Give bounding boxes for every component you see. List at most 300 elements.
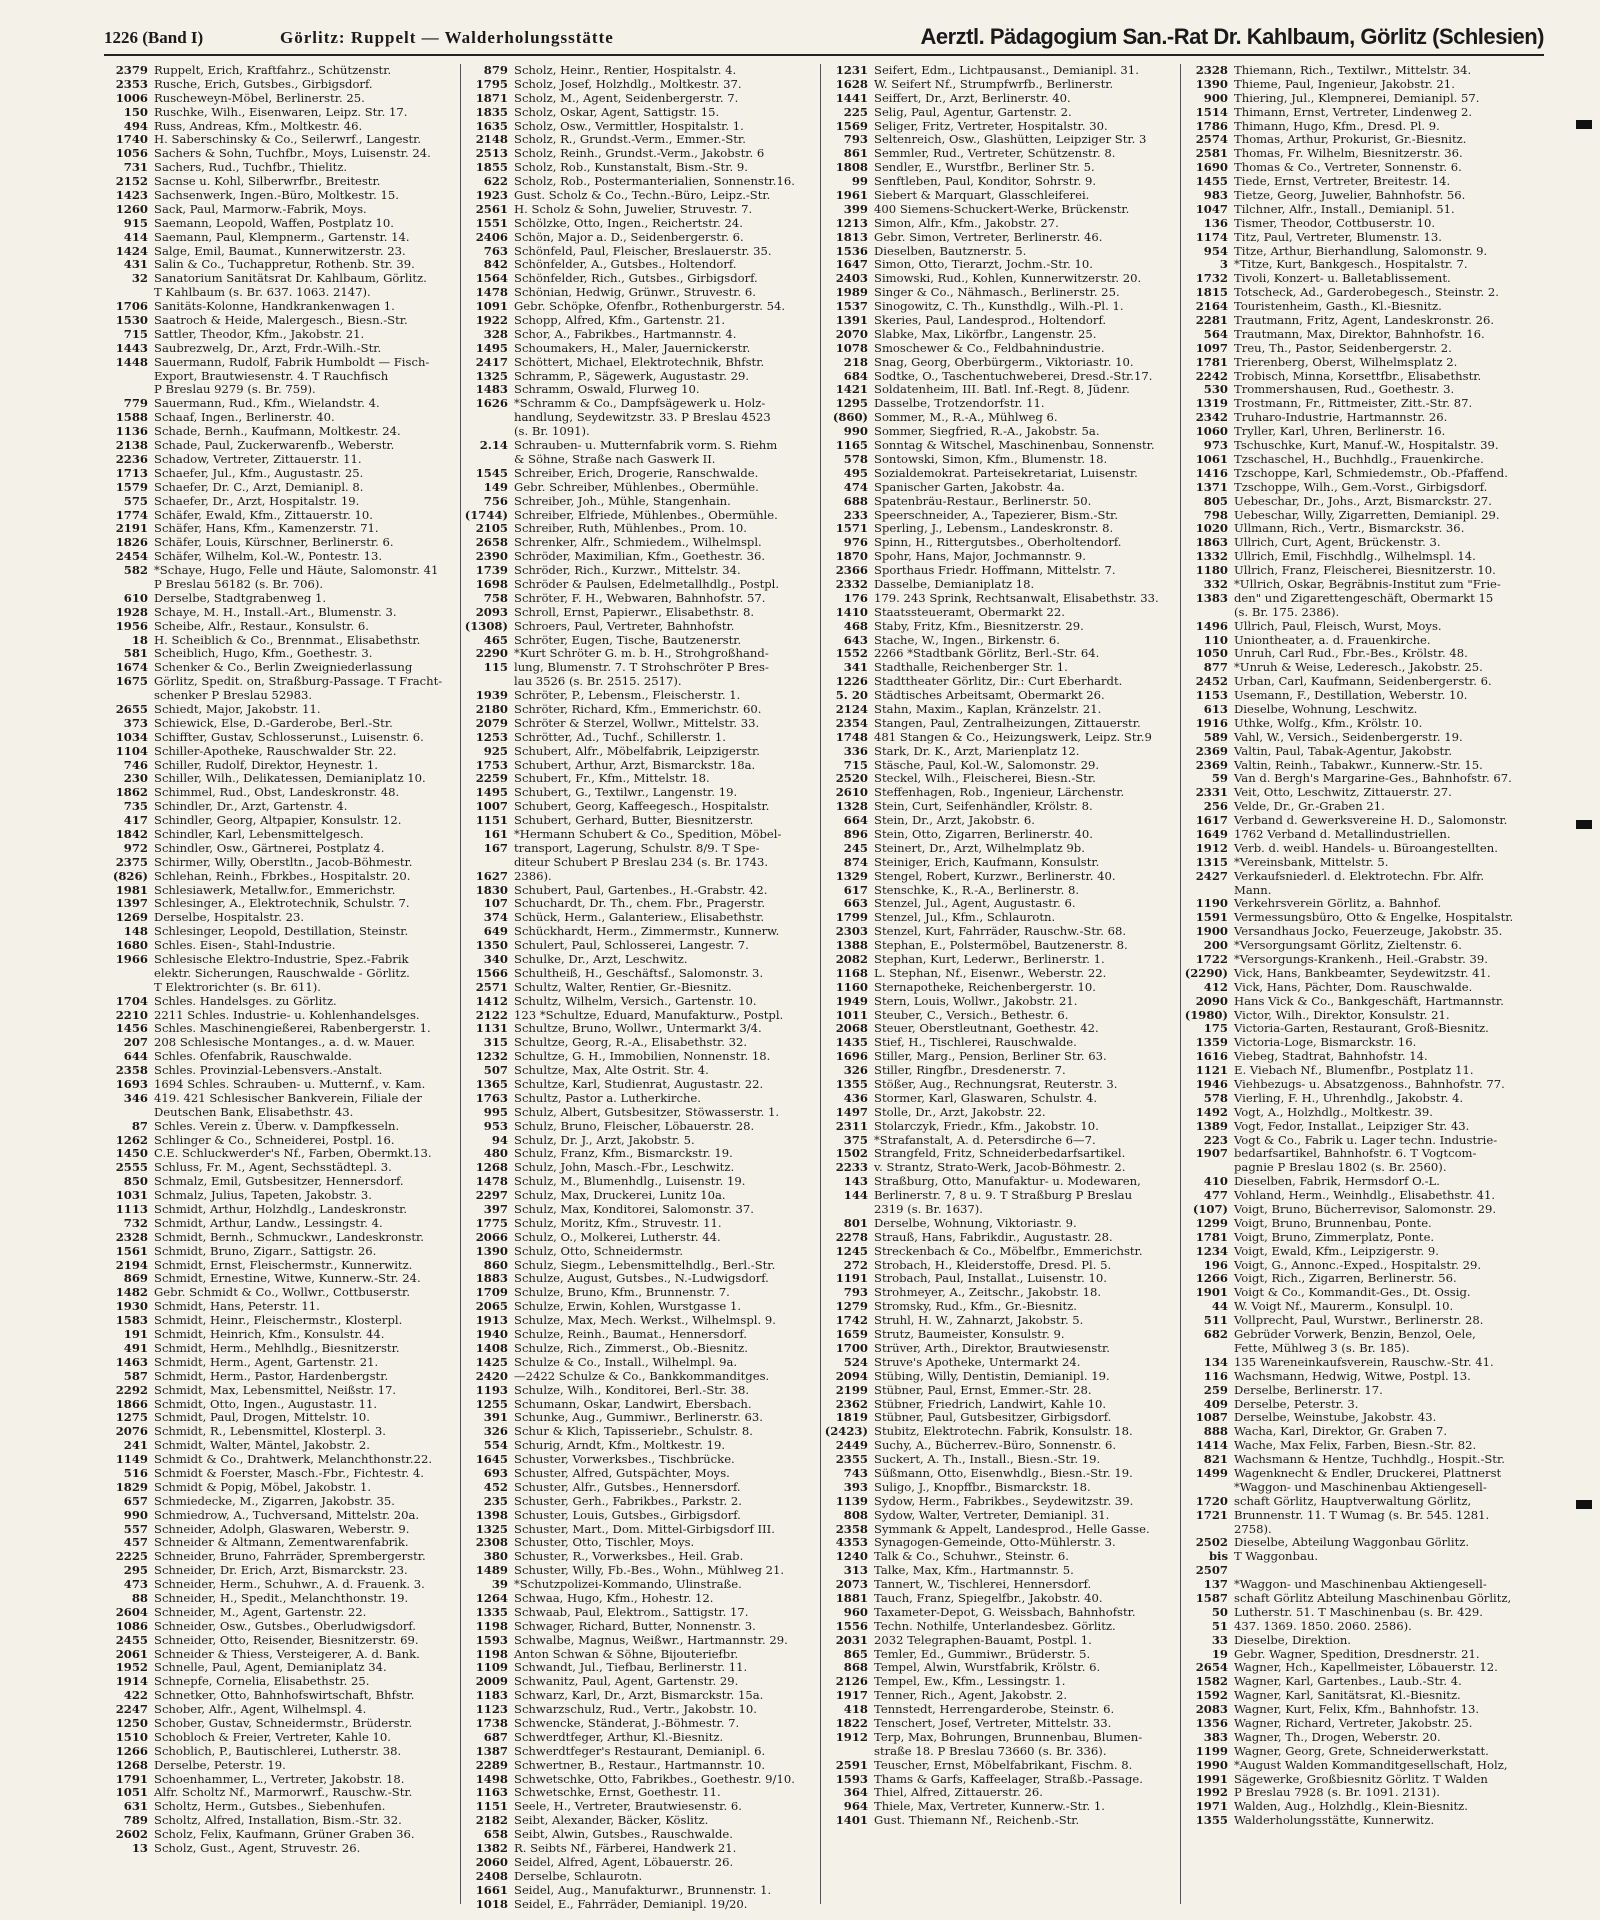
directory-entry <box>1184 1245 1540 1259</box>
entry-text: Schlesische Elektro-Industrie, Spez.-Fabrik <box>154 952 409 966</box>
phone-number: 326 <box>843 1063 868 1078</box>
directory-entry <box>1184 634 1540 648</box>
directory-entry <box>464 1425 820 1439</box>
directory-entry <box>104 703 460 717</box>
directory-entry <box>104 1786 460 1800</box>
entry-text: Schmidt, Arthur, Holzhdlg., Landeskronstr. <box>154 1202 408 1217</box>
phone-number: 32 <box>131 271 148 286</box>
entry-text: Seele, H., Vertreter, Brautwiesenstr. 6. <box>514 1799 742 1814</box>
phone-number: 1269 <box>115 910 148 925</box>
entry-text: Simon, Otto, Tierarzt, Jochm.-Str. 10. <box>874 257 1093 272</box>
directory-entry <box>464 647 820 661</box>
directory-entry <box>104 1245 460 1259</box>
phone-number: 340 <box>483 952 508 966</box>
directory-entry <box>824 1398 1180 1412</box>
phone-number: 474 <box>843 479 868 494</box>
entry-text: Spohr, Hans, Major, Jochmannstr. 9. <box>874 549 1086 564</box>
phone-number: (2290) <box>1184 965 1228 980</box>
phone-number: 990 <box>843 424 868 439</box>
directory-entry <box>464 189 820 203</box>
phone-number: 1842 <box>115 826 148 841</box>
directory-entry <box>464 953 820 967</box>
directory-entry <box>464 675 820 689</box>
directory-entry <box>824 911 1180 925</box>
entry-text: Sozialdemokrat. Parteisekretariat, Luisenstr. <box>874 465 1138 480</box>
entry-text: Vermessungsbüro, Otto & Engelke, Hospitalstr. <box>1234 910 1514 925</box>
entry-text: *Vereinsbank, Mittelstr. 5. <box>1234 854 1389 869</box>
entry-text: 1694 Schles. Schrauben- u. Mutternf., v. Kam. <box>154 1077 426 1092</box>
entry-text: Schröder, Maximilian, Kfm., Goethestr. 36. <box>514 549 766 564</box>
entry-text: Smoschewer & Co., Feldbahnindustrie. <box>874 340 1105 355</box>
phone-number: 39 <box>491 1577 508 1592</box>
entry-text: Temler, Ed., Gummiwr., Brüderstr. 5. <box>874 1646 1091 1661</box>
phone-number: 1989 <box>835 285 868 300</box>
entry-text: Vollprecht, Paul, Wurstwr., Berlinerstr. 28. <box>1234 1313 1484 1328</box>
phone-number: 516 <box>123 1465 148 1480</box>
directory-entry <box>464 1203 820 1217</box>
phone-number: 1463 <box>115 1354 148 1369</box>
phone-number: 1635 <box>475 118 508 133</box>
directory-entry <box>464 1467 820 1481</box>
phone-number: 1502 <box>835 1146 868 1161</box>
directory-entry <box>824 1411 1180 1425</box>
entry-text: Schober, Gustav, Schneidermstr., Brüderstr. <box>154 1715 413 1730</box>
entry-text: Schunke, Aug., Gummiwr., Berlinerstr. 63. <box>514 1410 763 1425</box>
entry-text: Schneider, Adolph, Glaswaren, Weberstr. 9. <box>154 1521 410 1536</box>
entry-text: Spatenbräu-Restaur., Berlinerstr. 50. <box>874 493 1092 508</box>
directory-entry <box>464 564 820 578</box>
directory-entry <box>824 286 1180 300</box>
directory-entry <box>464 1828 820 1842</box>
phone-number: 1748 <box>835 729 868 744</box>
entry-text: Görlitz, Spedit. on, Straßburg-Passage. T Fracht- <box>154 674 443 689</box>
entry-text: Tempel, Alwin, Wurstfabrik, Krölstr. 6. <box>874 1660 1101 1675</box>
directory-entry <box>1184 203 1540 217</box>
phone-number: 50 <box>1211 1604 1228 1619</box>
entry-text: Selig, Paul, Agentur, Gartenstr. 2. <box>874 104 1072 119</box>
entry-text: Schulze, Erwin, Kohlen, Wurstgasse 1. <box>514 1299 742 1314</box>
directory-entry <box>104 634 460 648</box>
entry-text: Schmidt, Ernestine, Witwe, Kunnerw.-Str. 24. <box>154 1271 421 1286</box>
directory-entry <box>824 383 1180 397</box>
entry-text: Schuster, Otto, Tischler, Moys. <box>514 1535 695 1550</box>
phone-number: 2358 <box>835 1521 868 1536</box>
directory-entry <box>464 578 820 592</box>
entry-text: Schmidt, Hans, Peterstr. 11. <box>154 1299 320 1314</box>
directory-entry <box>824 467 1180 481</box>
directory-entry <box>824 78 1180 92</box>
directory-entry <box>1184 1300 1540 1314</box>
phone-number: 1566 <box>475 965 508 980</box>
entry-text: Schwaa, Hugo, Kfm., Hohestr. 12. <box>514 1590 714 1605</box>
phone-number: 2354 <box>835 715 868 730</box>
entry-text: Lutherstr. 51. T Maschinenbau (s. Br. 429. <box>1234 1604 1483 1619</box>
directory-entry <box>104 1022 460 1036</box>
phone-number: 1139 <box>835 1493 868 1508</box>
phone-number: 422 <box>123 1688 148 1703</box>
entry-text: Ruschke, Wilh., Eisenwaren, Leipz. Str. 17. <box>154 104 408 119</box>
directory-column-2 <box>464 63 821 1911</box>
entry-text: Simowski, Rud., Kohlen, Kunnerwitzerstr. 20. <box>874 271 1142 286</box>
entry-text: Scholz, Josef, Holzhdlg., Moltkestr. 37. <box>514 76 742 91</box>
phone-number: 663 <box>843 896 868 911</box>
entry-text: Russ, Andreas, Kfm., Moltkestr. 46. <box>154 118 363 133</box>
phone-number: 1365 <box>475 1077 508 1092</box>
directory-entry <box>464 995 820 1009</box>
phone-number: 1412 <box>475 993 508 1008</box>
directory-entry <box>1184 717 1540 731</box>
directory-entry <box>464 759 820 773</box>
phone-number: 1455 <box>1195 174 1228 189</box>
entry-text: Schnepfe, Cornelia, Elisabethstr. 25. <box>154 1674 370 1689</box>
phone-number: 1109 <box>475 1660 508 1675</box>
entry-text: E. Viebach Nf., Blumenfbr., Postplatz 11. <box>1234 1063 1474 1078</box>
entry-text: (s. Br. 175. 2386). <box>1234 604 1340 619</box>
phone-number: bis <box>1208 1549 1228 1564</box>
directory-entry <box>104 106 460 120</box>
phone-number: 1091 <box>475 299 508 314</box>
entry-text: Gust. Thiemann Nf., Reichenb.-Str. <box>874 1813 1080 1828</box>
entry-text: Wagner, Th., Drogen, Weberstr. 20. <box>1234 1729 1441 1744</box>
phone-number: 1034 <box>115 729 148 744</box>
phone-number: 2420 <box>475 1368 508 1383</box>
entry-text: Schirmer, Willy, Oberstltn., Jacob-Böhmestr. <box>154 854 413 869</box>
directory-entry <box>104 1814 460 1828</box>
directory-entry <box>824 1814 1180 1828</box>
phone-number: 743 <box>843 1465 868 1480</box>
phone-number: 2031 <box>835 1632 868 1647</box>
entry-text: Semmler, Rud., Vertreter, Schützenstr. 8. <box>874 146 1116 161</box>
directory-entry <box>824 314 1180 328</box>
entry-text: Schreiber, Ruth, Mühlenbes., Prom. 10. <box>514 521 747 536</box>
directory-entry <box>1184 1106 1540 1120</box>
entry-text: Tauch, Franz, Spiegelfbr., Jakobstr. 40. <box>874 1590 1103 1605</box>
entry-text: Schindler, Dr., Arzt, Gartenstr. 4. <box>154 799 348 814</box>
entry-text: Siebert & Marquart, Glasschleiferei. <box>874 188 1090 203</box>
entry-text: Süßmann, Otto, Eisenwhdlg., Biesn.-Str. 19. <box>874 1465 1133 1480</box>
phone-number: 374 <box>483 910 508 925</box>
entry-text: Stache, W., Ingen., Birkenstr. 6. <box>874 632 1060 647</box>
directory-entry <box>824 1217 1180 1231</box>
phone-number: 2236 <box>115 451 148 466</box>
entry-text: Suchy, A., Bücherrev.-Büro, Sonnenstr. 6. <box>874 1438 1117 1453</box>
phone-number: 1556 <box>835 1618 868 1633</box>
phone-number: 1912 <box>1195 840 1228 855</box>
entry-text: Sontowski, Simon, Kfm., Blumenstr. 18. <box>874 451 1108 466</box>
entry-text: Schönfelder, Rich., Gutsbes., Girbigsdorf. <box>514 271 758 286</box>
entry-text: 2211 Schles. Industrie- u. Kohlenhandelsges. <box>154 1007 420 1022</box>
directory-entry <box>464 64 820 78</box>
entry-text: Schlehan, Reinh., Fbrkbes., Hospitalstr. 20. <box>154 868 411 883</box>
phone-number: 88 <box>131 1590 148 1605</box>
directory-entry <box>464 1439 820 1453</box>
entry-text: Schmidt, Arthur, Landw., Lessingstr. 4. <box>154 1215 383 1230</box>
directory-entry <box>1184 1022 1540 1036</box>
phone-number: 1956 <box>115 618 148 633</box>
directory-entry <box>824 1134 1180 1148</box>
entry-text: *Kurt Schröter G. m. b. H., Strohgroßhand- <box>514 646 769 661</box>
phone-number: 1266 <box>1195 1271 1228 1286</box>
entry-text: Sanitäts-Kolonne, Handkrankenwagen 1. <box>154 299 395 314</box>
entry-text: Schaefer, Jul., Kfm., Augustastr. 25. <box>154 465 364 480</box>
entry-text: Dasselbe, Trotzendorfstr. 11. <box>874 396 1045 411</box>
entry-text: Schwanitz, Paul, Agent, Gartenstr. 29. <box>514 1674 739 1689</box>
directory-entry <box>464 1536 820 1550</box>
phone-number: 2581 <box>1195 146 1228 161</box>
directory-entry <box>104 383 460 397</box>
directory-entry <box>824 203 1180 217</box>
entry-text: Schramm, Oswald, Flurweg 10. <box>514 382 700 397</box>
directory-entry <box>104 759 460 773</box>
phone-number: 137 <box>1203 1577 1228 1592</box>
directory-entry <box>104 258 460 272</box>
directory-entry <box>464 1481 820 1495</box>
directory-entry <box>464 356 820 370</box>
entry-text: Schmidt, Herm., Agent, Gartenstr. 21. <box>154 1354 379 1369</box>
directory-entry <box>464 481 820 495</box>
directory-entry <box>824 703 1180 717</box>
directory-entry <box>824 1523 1180 1537</box>
directory-entry <box>104 1439 460 1453</box>
directory-entry <box>464 1814 820 1828</box>
phone-number: 375 <box>843 1132 868 1147</box>
directory-entry <box>464 509 820 523</box>
phone-number: 1275 <box>115 1410 148 1425</box>
phone-number: 2247 <box>115 1702 148 1717</box>
entry-text: Skeries, Paul, Landesprod., Holtendorf. <box>874 313 1107 328</box>
directory-entry <box>1184 1550 1540 1564</box>
directory-entry <box>464 689 820 703</box>
directory-entry <box>104 550 460 564</box>
entry-text: Berlinerstr. 7, 8 u. 9. T Straßburg P Breslau <box>874 1188 1133 1203</box>
directory-entry <box>824 1175 1180 1189</box>
directory-entry <box>1184 1661 1540 1675</box>
directory-entry <box>464 1411 820 1425</box>
directory-entry <box>1184 745 1540 759</box>
entry-text: 2032 Telegraphen-Bauamt, Postpl. 1. <box>874 1632 1092 1647</box>
phone-number: 245 <box>843 840 868 855</box>
directory-entry <box>464 495 820 509</box>
phone-number: 1647 <box>835 257 868 272</box>
directory-entry <box>1184 1773 1540 1787</box>
entry-text: Schaefer, Dr. C., Arzt, Demianipl. 8. <box>154 479 364 494</box>
phone-number: 241 <box>123 1438 148 1453</box>
directory-entry <box>464 703 820 717</box>
phone-number: 1732 <box>1195 271 1228 286</box>
directory-entry <box>464 439 820 453</box>
directory-entry <box>104 272 460 286</box>
phone-number: 1510 <box>115 1729 148 1744</box>
entry-text: Stübner, Paul, Gutsbesitzer, Girbigsdorf. <box>874 1410 1112 1425</box>
phone-number: 2076 <box>115 1424 148 1439</box>
phone-number: 346 <box>123 1090 148 1105</box>
entry-text: Saemann, Paul, Klempnerm., Gartenstr. 14. <box>154 229 410 244</box>
entry-text: Stadthalle, Reichenberger Str. 1. <box>874 660 1068 675</box>
entry-text: 400 Siemens-Schuckert-Werke, Brückenstr. <box>874 201 1130 216</box>
entry-text: Schubert, Paul, Gartenbes., H.-Grabstr. 42. <box>514 882 768 897</box>
directory-entry <box>104 661 460 675</box>
phone-number: 1478 <box>475 1174 508 1189</box>
entry-text: Dasselbe, Demianiplatz 18. <box>874 576 1035 591</box>
phone-number: 2148 <box>475 132 508 147</box>
phone-number: 1551 <box>475 215 508 230</box>
directory-entry <box>1184 1648 1540 1662</box>
directory-entry <box>104 1370 460 1384</box>
phone-number: 1180 <box>1195 563 1228 578</box>
phone-number: 341 <box>843 660 868 675</box>
entry-text: Schuster, Louis, Gutsbes., Girbigsdorf. <box>514 1507 741 1522</box>
phone-number: 1198 <box>475 1618 508 1633</box>
directory-entry <box>1184 606 1540 620</box>
entry-text: Schäfer, Wilhelm, Kol.-W., Pontestr. 13. <box>154 549 383 564</box>
entry-text: Stephan, E., Polstermöbel, Bautzenerstr. 8. <box>874 938 1128 953</box>
entry-text: Ullrich, Paul, Fleisch, Wurst, Moys. <box>1234 618 1442 633</box>
phone-number: 468 <box>843 618 868 633</box>
phone-number: 1389 <box>1195 1118 1228 1133</box>
entry-text: Voigt, Bruno, Bücherrevisor, Salomonstr. 29. <box>1234 1202 1497 1217</box>
phone-number: 1537 <box>835 299 868 314</box>
directory-entry <box>104 1550 460 1564</box>
phone-number: 94 <box>491 1132 508 1147</box>
directory-entry <box>104 731 460 745</box>
directory-entry <box>464 1245 820 1259</box>
directory-entry <box>464 745 820 759</box>
phone-number: 995 <box>483 1104 508 1119</box>
directory-entry <box>824 1564 1180 1578</box>
directory-entry <box>824 1620 1180 1634</box>
entry-text: Sporthaus Friedr. Hoffmann, Mittelstr. 7. <box>874 563 1116 578</box>
phone-number: 1483 <box>475 382 508 397</box>
phone-number: 328 <box>483 326 508 341</box>
entry-text: Scholz, M., Agent, Seidenbergerstr. 7. <box>514 90 739 105</box>
entry-text: Thomas, Arthur, Prokurist, Gr.-Biesnitz. <box>1234 132 1467 147</box>
phone-number: 1097 <box>1195 340 1228 355</box>
phone-number: 391 <box>483 1410 508 1425</box>
directory-entry <box>824 1370 1180 1384</box>
phone-number: 976 <box>843 535 868 550</box>
directory-entry <box>464 272 820 286</box>
entry-text: Schubert, Georg, Kaffeegesch., Hospitalstr. <box>514 799 770 814</box>
directory-entry <box>824 1731 1180 1745</box>
phone-number: 1871 <box>475 90 508 105</box>
phone-number: 2311 <box>835 1118 868 1133</box>
directory-entry <box>1184 300 1540 314</box>
entry-text: Strauß, Hans, Fabrikdir., Augustastr. 28. <box>874 1229 1113 1244</box>
phone-number: 1410 <box>835 604 868 619</box>
directory-entry <box>1184 1161 1540 1175</box>
directory-entry <box>104 1453 460 1467</box>
entry-text: Ruscheweyn-Möbel, Berlinerstr. 25. <box>154 90 365 105</box>
entry-text: Senftleben, Paul, Konditor, Sohrstr. 9. <box>874 174 1097 189</box>
phone-number: 2191 <box>115 521 148 536</box>
entry-text: Stangen, Paul, Zentralheizungen, Zittauerstr. <box>874 715 1141 730</box>
phone-number: 1774 <box>115 507 148 522</box>
entry-text: Schneider, Herm., Schuhwr., A. d. Frauenk. 3. <box>154 1577 425 1592</box>
directory-entry <box>1184 120 1540 134</box>
entry-text: Stenschke, K., R.-A., Berlinerstr. 8. <box>874 882 1080 897</box>
directory-entry <box>104 1064 460 1078</box>
directory-entry <box>464 328 820 342</box>
directory-entry <box>824 1092 1180 1106</box>
entry-text: Schuster, Mart., Dom. Mittel-Girbigsdorf III. <box>514 1521 775 1536</box>
entry-text: Schindler, Georg, Altpapier, Konsulstr. 12. <box>154 813 402 828</box>
directory-entry <box>824 759 1180 773</box>
directory-entry <box>104 147 460 161</box>
entry-text: Schubert, Arthur, Arzt, Bismarckstr. 18a. <box>514 757 756 772</box>
phone-number: 1456 <box>115 1021 148 1036</box>
entry-text: Vick, Hans, Pächter, Dom. Rauschwalde. <box>1234 979 1473 994</box>
entry-text: Stiller, Ringfbr., Dresdenerstr. 7. <box>874 1063 1066 1078</box>
entry-text: *Versorgungs-Krankenh., Heil.-Grabstr. 39. <box>1234 952 1488 966</box>
entry-text: Salin & Co., Tuchappretur, Rothenb. Str. 39. <box>154 257 415 272</box>
phone-number: 1086 <box>115 1618 148 1633</box>
directory-entry <box>1184 1272 1540 1286</box>
directory-entry <box>464 1759 820 1773</box>
entry-text: Scholz, Oskar, Agent, Sattigstr. 15. <box>514 104 720 119</box>
phone-number: 1591 <box>1195 910 1228 925</box>
directory-entry <box>464 897 820 911</box>
entry-text: Soldatenheim, III. Batl. Inf.-Regt. 8, Jüdenr. <box>874 382 1130 397</box>
directory-entry <box>1184 147 1540 161</box>
phone-number: 1835 <box>475 104 508 119</box>
entry-text: Thiering, Jul., Klempnerei, Demianipl. 57. <box>1234 90 1480 105</box>
directory-entry <box>824 272 1180 286</box>
directory-entry <box>824 1495 1180 1509</box>
directory-entry <box>824 1592 1180 1606</box>
phone-number: 1047 <box>1195 201 1228 216</box>
entry-text: Schaefer, Dr., Arzt, Hospitalstr. 19. <box>154 493 360 508</box>
phone-number: 2604 <box>115 1604 148 1619</box>
entry-text: transport, Lagerung, Schulstr. 8/9. T Spe- <box>514 840 760 855</box>
directory-entry <box>464 1800 820 1814</box>
entry-text: Schubert, Gerhard, Butter, Biesnitzerstr. <box>514 813 754 828</box>
phone-number: 33 <box>1211 1632 1228 1647</box>
directory-entry <box>464 1106 820 1120</box>
directory-entry <box>104 1661 460 1675</box>
directory-entry <box>104 522 460 536</box>
entry-text: Schröter, F. H., Webwaren, Bahnhofstr. 57. <box>514 590 766 605</box>
phone-number: 1087 <box>1195 1410 1228 1425</box>
entry-text: Schuster, Alfr., Gutsbes., Hennersdorf. <box>514 1479 741 1494</box>
directory-entry <box>1184 1564 1540 1578</box>
directory-entry <box>1184 1495 1540 1509</box>
phone-number: 1713 <box>115 465 148 480</box>
directory-entry <box>1184 92 1540 106</box>
entry-text: diteur Schubert P Breslau 234 (s. Br. 1743. <box>514 854 769 869</box>
phone-number: 418 <box>843 1702 868 1717</box>
phone-number: 393 <box>843 1479 868 1494</box>
phone-number: 1078 <box>835 340 868 355</box>
entry-text: lau 3526 (s. Br. 2515. 2517). <box>514 674 682 689</box>
directory-entry <box>464 1564 820 1578</box>
phone-number: 5. 20 <box>835 688 868 703</box>
entry-text: 2386). <box>514 868 552 883</box>
phone-number: 1530 <box>115 313 148 328</box>
phone-number: 383 <box>1203 1729 1228 1744</box>
directory-entry <box>824 536 1180 550</box>
directory-entry <box>824 342 1180 356</box>
phone-number: 1435 <box>835 1035 868 1050</box>
entry-text: Schoblich, P., Bautischlerei, Lutherstr. 38. <box>154 1743 402 1758</box>
phone-number: 1900 <box>1195 924 1228 939</box>
directory-entry <box>824 953 1180 967</box>
phone-number: 313 <box>843 1563 868 1578</box>
directory-entry <box>464 217 820 231</box>
entry-text: (s. Br. 1091). <box>514 424 590 439</box>
phone-number: 2654 <box>1195 1660 1228 1675</box>
entry-text: Schroers, Paul, Vertreter, Bahnhofstr. <box>514 618 735 633</box>
phone-number: 821 <box>1203 1452 1228 1467</box>
